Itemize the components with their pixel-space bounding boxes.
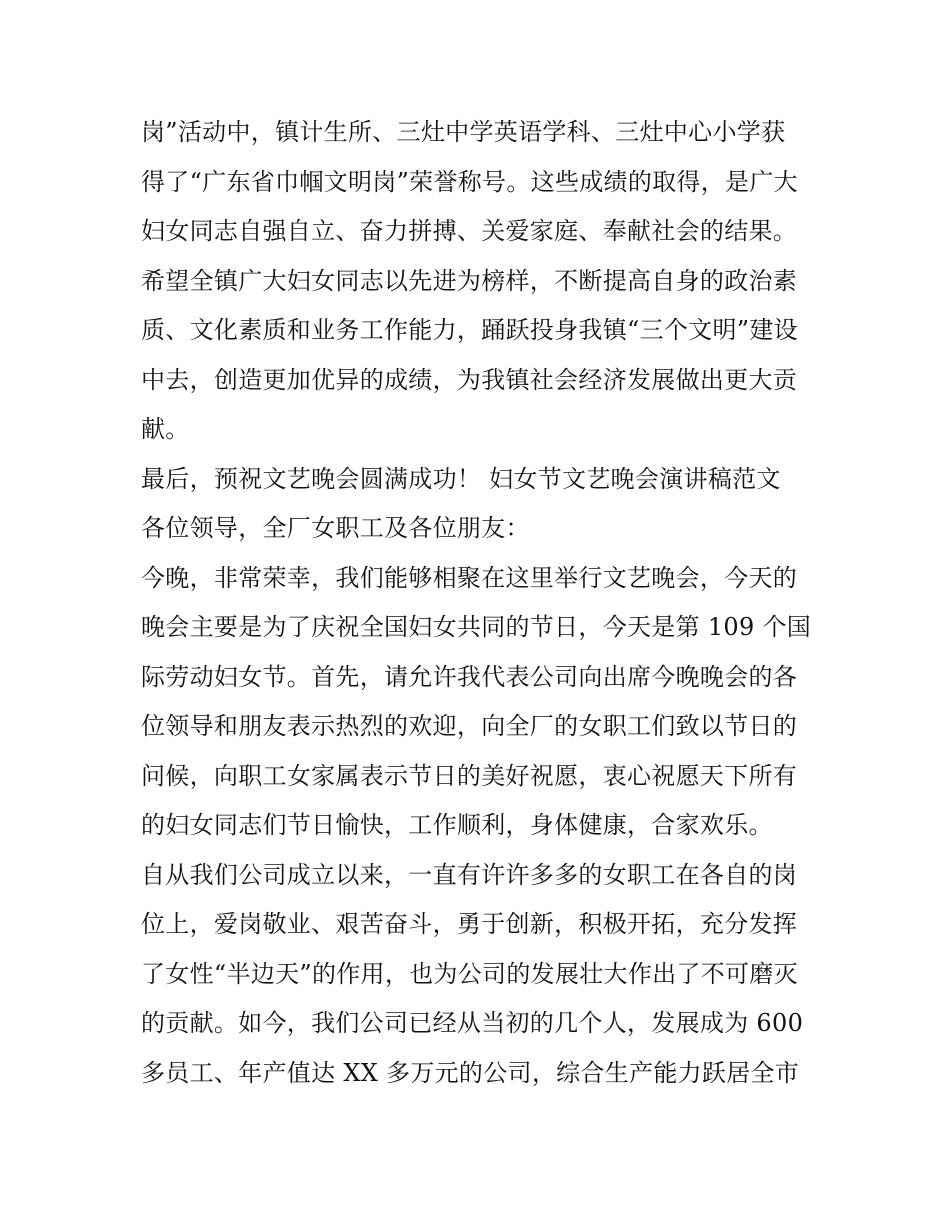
text-line: 的妇女同志们节日愉快，工作顺利，身体健康，合家欢乐。 <box>141 811 773 839</box>
text-line: 自从我们公司成立以来，一直有许许多多的女职工在各自的岗 <box>141 860 798 889</box>
text-line: 岗”活动中，镇计生所、三灶中学英语学科、三灶中心小学获 <box>141 118 786 146</box>
text-line: 得了“广东省巾帼文明岗”荣誉称号。这些成绩的取得，是广大 <box>141 167 798 196</box>
text-line: 希望全镇广大妇女同志以先进为榜样，不断提高自身的政治素 <box>141 266 798 295</box>
document-body <box>141 108 821 1098</box>
text-line: 位领导和朋友表示热烈的欢迎，向全厂的女职工们致以节日的 <box>141 712 798 740</box>
text-line: 质、文化素质和业务工作能力，踊跃投身我镇“三个文明”建设 <box>141 316 798 344</box>
text-line: 各位领导，全厂女职工及各位朋友： <box>141 514 530 542</box>
text-line: 位上，爱岗敬业、艰苦奋斗，勇于创新，积极开拓，充分发挥 <box>141 910 798 938</box>
text-line: 了女性“半边天”的作用，也为公司的发展壮大作出了不可磨灭 <box>141 959 798 988</box>
text-line: 际劳动妇女节。首先，请允许我代表公司向出席今晚晚会的各 <box>141 662 798 691</box>
text-line: 中去，创造更加优异的成绩，为我镇社会经济发展做出更大贡 <box>141 365 798 394</box>
text-line: 的贡献。如今，我们公司已经从当初的几个人，发展成为 600 <box>141 1009 804 1037</box>
text-line: 多员工、年产值达 XX 多万元的公司，综合生产能力跃居全市 <box>141 1058 800 1087</box>
text-line: 最后，预祝文艺晚会圆满成功！ 妇女节文艺晚会演讲稿范文 <box>141 464 781 493</box>
text-line: 晚会主要是为了庆祝全国妇女共同的节日，今天是第 109 个国 <box>141 613 812 641</box>
text-line: 问候，向职工女家属表示节日的美好祝愿，衷心祝愿天下所有 <box>141 761 798 790</box>
text-line: 献。 <box>141 415 190 443</box>
text-line: 今晚，非常荣幸，我们能够相聚在这里举行文艺晚会，今天的 <box>141 563 798 592</box>
text-line: 妇女同志自强自立、奋力拼搏、关爱家庭、奉献社会的结果。 <box>141 217 798 245</box>
